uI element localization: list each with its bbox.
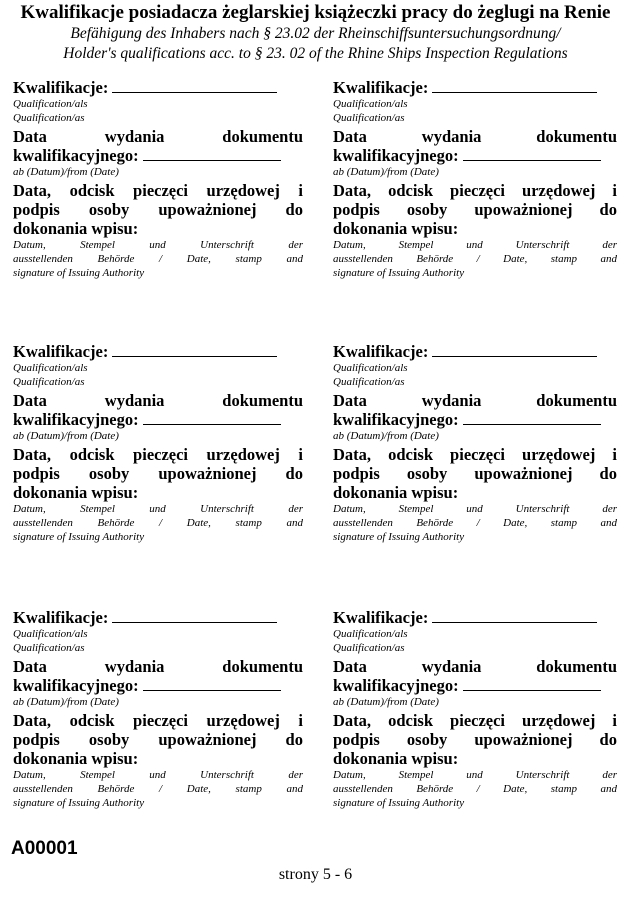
stamp-label-3: dokonania wpisu: [333,749,459,768]
stamp-sub-3: signature of Issuing Authority [13,267,145,279]
qualification-field[interactable] [432,344,597,357]
issue-date-sub: ab (Datum)/from (Date) [333,430,439,442]
qualification-label: Kwalifikacje: [13,78,109,97]
qualification-sub-en: Qualification/as [333,376,405,388]
page-title: Kwalifikacje posiadacza żeglarskiej książeczki pracy do żeglugi na Renie [20,2,611,23]
stamp-label-3: dokonania wpisu: [333,483,459,502]
stamp-sub-3: signature of Issuing Authority [13,531,145,543]
stamp-sub-1: Datum, Stempel und Unterschrift der [333,769,617,781]
stamp-label: Data, odcisk pieczęci urzędowej i [333,711,617,730]
stamp-sub-2: ausstellenden Behörde / Date, stamp and [13,517,303,529]
qualification-sub-en: Qualification/as [333,642,405,654]
stamp-sub-2: ausstellenden Behörde / Date, stamp and [13,253,303,265]
issue-date-field[interactable] [463,412,601,425]
stamp-sub-1: Datum, Stempel und Unterschrift der [13,239,303,251]
qualification-label: Kwalifikacje: [13,342,109,361]
stamp-sub-1: Datum, Stempel und Unterschrift der [333,503,617,515]
qualification-block [333,608,617,810]
qualification-label: Kwalifikacje: [333,342,429,361]
stamp-sub-2: ausstellenden Behörde / Date, stamp and [333,517,617,529]
issue-date-label-cont: kwalifikacyjnego: [13,676,139,695]
issue-date-label: Data wydania dokumentu [13,391,303,410]
stamp-sub-3: signature of Issuing Authority [13,797,145,809]
qualification-field[interactable] [112,80,277,93]
qualification-field[interactable] [112,610,277,623]
qualification-block [13,342,303,544]
qualification-label: Kwalifikacje: [333,78,429,97]
stamp-sub-3: signature of Issuing Authority [333,797,465,809]
stamp-label: Data, odcisk pieczęci urzędowej i [333,445,617,464]
stamp-label-2: podpis osoby upoważnionej do [13,464,303,483]
qualification-sub-en: Qualification/as [13,112,85,124]
qualification-field[interactable] [112,344,277,357]
page-numbers: strony 5 - 6 [278,866,353,883]
qualification-block [333,342,617,544]
qualification-label: Kwalifikacje: [13,608,109,627]
stamp-label-2: podpis osoby upoważnionej do [13,730,303,749]
issue-date-field[interactable] [143,678,281,691]
stamp-label: Data, odcisk pieczęci urzędowej i [13,711,303,730]
qualification-label: Kwalifikacje: [333,608,429,627]
stamp-label-2: podpis osoby upoważnionej do [333,200,617,219]
subtitle-english: Holder's qualifications acc. to § 23. 02 of the Rhine Ships Inspection Regulations [63,45,568,62]
stamp-label-3: dokonania wpisu: [13,483,139,502]
qualification-block [13,608,303,810]
issue-date-label-cont: kwalifikacyjnego: [13,146,139,165]
issue-date-sub: ab (Datum)/from (Date) [13,430,119,442]
stamp-sub-2: ausstellenden Behörde / Date, stamp and [333,783,617,795]
issue-date-sub: ab (Datum)/from (Date) [13,696,119,708]
stamp-label-2: podpis osoby upoważnionej do [333,464,617,483]
issue-date-label: Data wydania dokumentu [333,127,617,146]
page-header [0,2,631,64]
stamp-sub-2: ausstellenden Behörde / Date, stamp and [13,783,303,795]
stamp-sub-1: Datum, Stempel und Unterschrift der [13,769,303,781]
stamp-label-3: dokonania wpisu: [333,219,459,238]
qualification-sub-en: Qualification/as [333,112,405,124]
issue-date-sub: ab (Datum)/from (Date) [333,696,439,708]
stamp-sub-2: ausstellenden Behörde / Date, stamp and [333,253,617,265]
qualification-sub-de: Qualification/als [13,628,88,640]
stamp-sub-3: signature of Issuing Authority [333,531,465,543]
stamp-label: Data, odcisk pieczęci urzędowej i [13,445,303,464]
issue-date-label-cont: kwalifikacyjnego: [333,410,459,429]
issue-date-label: Data wydania dokumentu [333,391,617,410]
issue-date-label: Data wydania dokumentu [13,657,303,676]
issue-date-sub: ab (Datum)/from (Date) [13,166,119,178]
stamp-label-3: dokonania wpisu: [13,749,139,768]
qualification-sub-de: Qualification/als [333,628,408,640]
qualification-sub-de: Qualification/als [13,362,88,374]
stamp-label-3: dokonania wpisu: [13,219,139,238]
qualification-block [13,78,303,280]
issue-date-label: Data wydania dokumentu [333,657,617,676]
qualification-block [333,78,617,280]
issue-date-sub: ab (Datum)/from (Date) [333,166,439,178]
stamp-sub-1: Datum, Stempel und Unterschrift der [13,503,303,515]
issue-date-label-cont: kwalifikacyjnego: [13,410,139,429]
document-code: A00001 [11,838,78,859]
issue-date-label-cont: kwalifikacyjnego: [333,146,459,165]
issue-date-field[interactable] [463,678,601,691]
issue-date-field[interactable] [143,412,281,425]
qualification-sub-en: Qualification/as [13,376,85,388]
issue-date-field[interactable] [463,148,601,161]
qualification-sub-de: Qualification/als [333,362,408,374]
subtitle-german: Befähigung des Inhabers nach § 23.02 der Rheinschiffsuntersuchungsordnung/ [70,25,561,42]
stamp-label-2: podpis osoby upoważnionej do [333,730,617,749]
stamp-label: Data, odcisk pieczęci urzędowej i [333,181,617,200]
stamp-label-2: podpis osoby upoważnionej do [13,200,303,219]
issue-date-field[interactable] [143,148,281,161]
stamp-sub-3: signature of Issuing Authority [333,267,465,279]
qualification-sub-en: Qualification/as [13,642,85,654]
qualification-field[interactable] [432,80,597,93]
stamp-sub-1: Datum, Stempel und Unterschrift der [333,239,617,251]
qualification-sub-de: Qualification/als [333,98,408,110]
issue-date-label: Data wydania dokumentu [13,127,303,146]
stamp-label: Data, odcisk pieczęci urzędowej i [13,181,303,200]
issue-date-label-cont: kwalifikacyjnego: [333,676,459,695]
qualification-sub-de: Qualification/als [13,98,88,110]
qualification-field[interactable] [432,610,597,623]
